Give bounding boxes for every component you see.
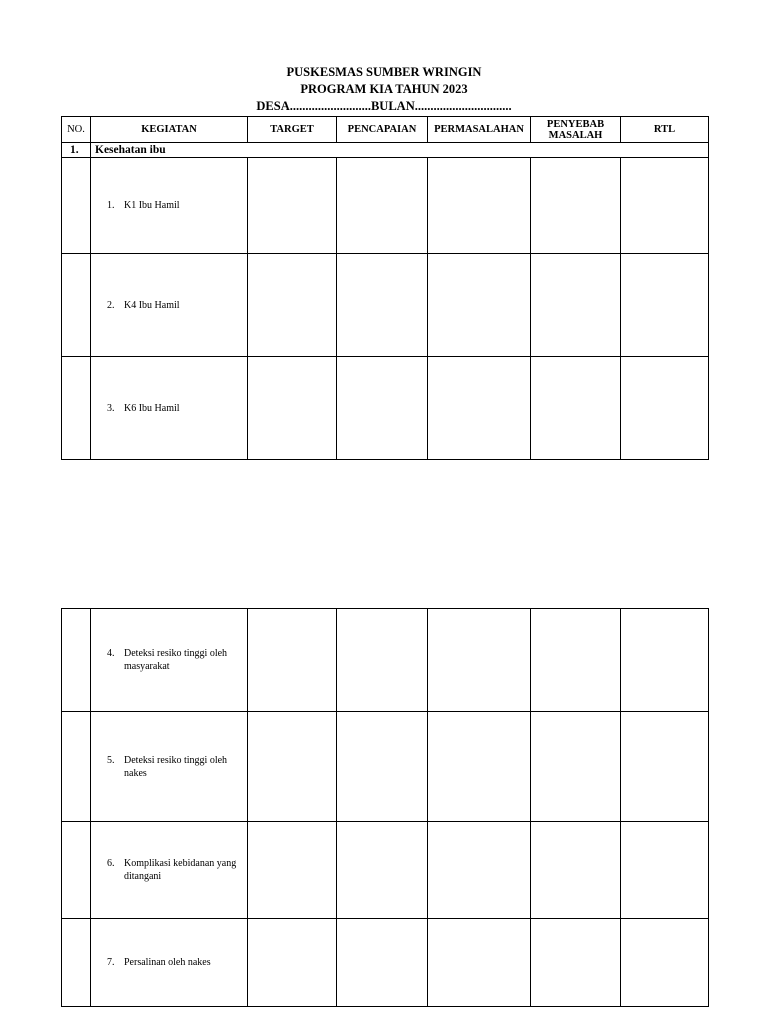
kegiatan-cell bbox=[91, 254, 248, 357]
item-number: 5. bbox=[107, 754, 115, 766]
target-cell bbox=[248, 609, 337, 712]
penyebab-cell bbox=[531, 712, 621, 822]
target-cell bbox=[248, 712, 337, 822]
table-header-row bbox=[62, 117, 709, 143]
section-row bbox=[62, 143, 709, 158]
penyebab-cell bbox=[531, 822, 621, 919]
kegiatan-cell bbox=[91, 609, 248, 712]
pencapaian-cell bbox=[337, 919, 428, 1007]
kia-table-page-1 bbox=[61, 116, 709, 460]
table-row bbox=[62, 822, 709, 919]
permasalahan-cell bbox=[428, 609, 531, 712]
target-cell bbox=[248, 158, 337, 254]
rtl-cell bbox=[621, 254, 709, 357]
item-number: 4. bbox=[107, 648, 115, 659]
table-row bbox=[62, 254, 709, 357]
document-title: PUSKESMAS SUMBER WRINGIN bbox=[286, 65, 482, 79]
desa-bulan-line: DESA..........................BULAN............................... bbox=[256, 99, 512, 113]
rtl-cell bbox=[621, 822, 709, 919]
penyebab-cell bbox=[531, 919, 621, 1007]
col-header-no: NO. bbox=[62, 117, 91, 143]
row-no-cell bbox=[62, 712, 91, 822]
item-label: K6 Ibu Hamil bbox=[124, 402, 180, 414]
rtl-cell bbox=[621, 357, 709, 460]
penyebab-cell bbox=[531, 609, 621, 712]
item-number: 3. bbox=[107, 402, 115, 414]
program-title: PROGRAM KIA TAHUN 2023 bbox=[300, 82, 468, 96]
item-number: 1. bbox=[107, 200, 115, 211]
item-label: Deteksi resiko tinggi oleh nakes bbox=[124, 754, 228, 779]
pencapaian-cell bbox=[337, 712, 428, 822]
rtl-cell bbox=[621, 919, 709, 1007]
permasalahan-cell bbox=[428, 919, 531, 1007]
rtl-cell bbox=[621, 712, 709, 822]
item-label: K1 Ibu Hamil bbox=[124, 200, 180, 211]
table-row bbox=[62, 357, 709, 460]
item-number: 2. bbox=[107, 299, 115, 311]
table-row bbox=[62, 609, 709, 712]
pencapaian-cell bbox=[337, 609, 428, 712]
col-header-permasalahan: PERMASALAHAN bbox=[428, 117, 531, 143]
table-row bbox=[62, 712, 709, 822]
target-cell bbox=[248, 919, 337, 1007]
col-header-target: TARGET bbox=[248, 117, 337, 143]
col-header-penyebab-masalah bbox=[531, 117, 621, 143]
permasalahan-cell bbox=[428, 158, 531, 254]
row-no-cell bbox=[62, 158, 91, 254]
row-no-cell bbox=[62, 919, 91, 1007]
table-row bbox=[62, 919, 709, 1007]
permasalahan-cell bbox=[428, 822, 531, 919]
target-cell bbox=[248, 254, 337, 357]
kegiatan-cell bbox=[91, 822, 248, 919]
item-label: Deteksi resiko tinggi oleh masyarakat bbox=[124, 648, 228, 672]
row-no-cell bbox=[62, 254, 91, 357]
target-cell bbox=[248, 822, 337, 919]
item-label: K4 Ibu Hamil bbox=[124, 299, 180, 311]
permasalahan-cell bbox=[428, 712, 531, 822]
penyebab-cell bbox=[531, 357, 621, 460]
penyebab-cell bbox=[531, 158, 621, 254]
table-row bbox=[62, 158, 709, 254]
target-cell bbox=[248, 357, 337, 460]
kia-table-page-2 bbox=[61, 608, 709, 1007]
rtl-cell bbox=[621, 609, 709, 712]
penyebab-cell bbox=[531, 254, 621, 357]
kegiatan-cell bbox=[91, 919, 248, 1007]
item-number: 7. bbox=[107, 957, 115, 968]
row-no-cell bbox=[62, 822, 91, 919]
kegiatan-cell bbox=[91, 712, 248, 822]
section-title: Kesehatan ibu bbox=[91, 143, 709, 158]
pencapaian-cell bbox=[337, 822, 428, 919]
col-header-pencapaian: PENCAPAIAN bbox=[337, 117, 428, 143]
section-number: 1. bbox=[62, 143, 91, 158]
pencapaian-cell bbox=[337, 357, 428, 460]
permasalahan-cell bbox=[428, 254, 531, 357]
pencapaian-cell bbox=[337, 158, 428, 254]
kegiatan-cell bbox=[91, 357, 248, 460]
col-header-penyebab-line2: MASALAH bbox=[548, 129, 603, 141]
row-no-cell bbox=[62, 357, 91, 460]
item-number: 6. bbox=[107, 858, 115, 869]
row-no-cell bbox=[62, 609, 91, 712]
permasalahan-cell bbox=[428, 357, 531, 460]
item-label: Persalinan oleh nakes bbox=[124, 957, 211, 968]
col-header-rtl: RTL bbox=[621, 117, 709, 143]
col-header-penyebab-line1: PENYEBAB bbox=[546, 118, 605, 130]
rtl-cell bbox=[621, 158, 709, 254]
col-header-kegiatan: KEGIATAN bbox=[91, 117, 248, 143]
item-label: Komplikasi kebidanan yang ditangani bbox=[124, 858, 237, 882]
kegiatan-cell bbox=[91, 158, 248, 254]
pencapaian-cell bbox=[337, 254, 428, 357]
